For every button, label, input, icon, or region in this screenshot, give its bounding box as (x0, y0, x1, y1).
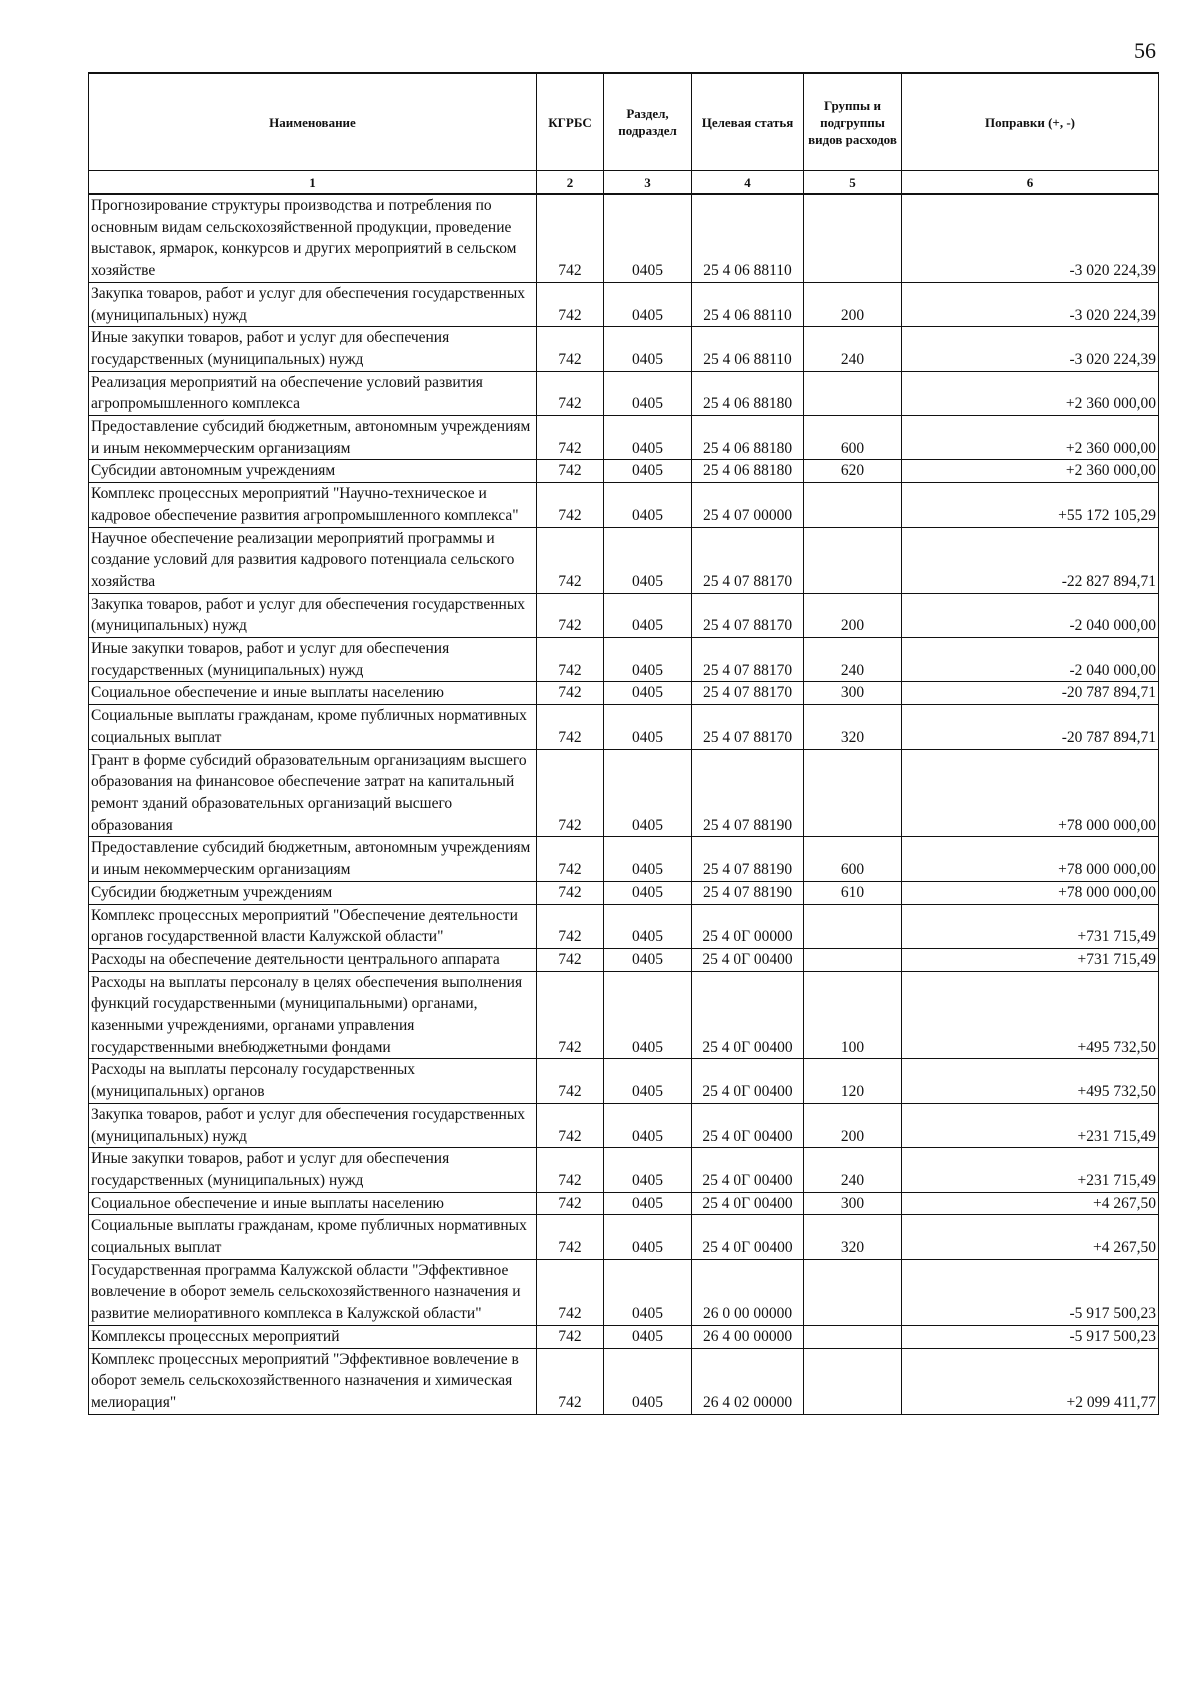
table-row (89, 705, 1159, 749)
column-number: 3 (604, 171, 692, 195)
cell-amount: +2 360 000,00 (902, 460, 1159, 483)
cell-kgrbs: 742 (537, 881, 604, 904)
cell-section: 0405 (604, 638, 692, 682)
cell-expense-group: 240 (804, 638, 902, 682)
cell-amount: +78 000 000,00 (902, 837, 1159, 881)
cell-section: 0405 (604, 1259, 692, 1325)
table-row (89, 971, 1159, 1059)
cell-name: Комплексы процессных мероприятий (89, 1325, 537, 1348)
cell-kgrbs: 742 (537, 371, 604, 415)
cell-kgrbs: 742 (537, 948, 604, 971)
cell-target-article: 25 4 06 88180 (692, 460, 804, 483)
cell-target-article: 25 4 07 88190 (692, 837, 804, 881)
table-row (89, 638, 1159, 682)
cell-section: 0405 (604, 1348, 692, 1414)
cell-target-article: 25 4 06 88110 (692, 282, 804, 326)
column-number: 2 (537, 171, 604, 195)
cell-section: 0405 (604, 1103, 692, 1147)
cell-expense-group: 240 (804, 1148, 902, 1192)
cell-kgrbs: 742 (537, 527, 604, 593)
cell-amount: +231 715,49 (902, 1103, 1159, 1147)
cell-expense-group (804, 904, 902, 948)
cell-amount: +495 732,50 (902, 1059, 1159, 1103)
header-expense-group: Группы и подгруппы видов расходов (804, 73, 902, 171)
cell-kgrbs: 742 (537, 682, 604, 705)
cell-target-article: 26 4 00 00000 (692, 1325, 804, 1348)
table-row (89, 1325, 1159, 1348)
cell-name: Научное обеспечение реализации мероприятий программы и создание условий для развития кадрового потенциала сельского хозяйства (89, 527, 537, 593)
cell-name: Субсидии бюджетным учреждениям (89, 881, 537, 904)
table-row (89, 483, 1159, 527)
cell-expense-group: 200 (804, 593, 902, 637)
cell-name: Расходы на выплаты персоналу в целях обеспечения выполнения функций государственными (муниципальными) органами, казенными учреждениями, органами управления государственными внебюджетными фондами (89, 971, 537, 1059)
table-row (89, 416, 1159, 460)
column-number: 6 (902, 171, 1159, 195)
cell-amount: +55 172 105,29 (902, 483, 1159, 527)
cell-section: 0405 (604, 881, 692, 904)
cell-section: 0405 (604, 749, 692, 837)
cell-kgrbs: 742 (537, 749, 604, 837)
table-row (89, 1059, 1159, 1103)
cell-section: 0405 (604, 371, 692, 415)
cell-expense-group: 320 (804, 1215, 902, 1259)
cell-amount: -3 020 224,39 (902, 282, 1159, 326)
table-row (89, 1103, 1159, 1147)
table-body (89, 194, 1159, 1414)
cell-expense-group: 600 (804, 837, 902, 881)
cell-kgrbs: 742 (537, 593, 604, 637)
table-row (89, 749, 1159, 837)
cell-amount: -3 020 224,39 (902, 327, 1159, 371)
header-amendments: Поправки (+, -) (902, 73, 1159, 171)
table-row (89, 371, 1159, 415)
cell-kgrbs: 742 (537, 1148, 604, 1192)
cell-name: Закупка товаров, работ и услуг для обеспечения государственных (муниципальных) нужд (89, 593, 537, 637)
cell-expense-group: 300 (804, 1192, 902, 1215)
cell-target-article: 26 4 02 00000 (692, 1348, 804, 1414)
cell-target-article: 25 4 0Г 00000 (692, 904, 804, 948)
cell-name: Иные закупки товаров, работ и услуг для обеспечения государственных (муниципальных) нужд (89, 327, 537, 371)
cell-target-article: 25 4 07 88170 (692, 638, 804, 682)
cell-kgrbs: 742 (537, 460, 604, 483)
cell-kgrbs: 742 (537, 282, 604, 326)
cell-name: Социальное обеспечение и иные выплаты населению (89, 1192, 537, 1215)
cell-name: Прогнозирование структуры производства и потребления по основным видам сельскохозяйственной продукции, проведение выставок, ярмарок, конкурсов и других мероприятий в сельском хозяйстве (89, 194, 537, 282)
cell-kgrbs: 742 (537, 483, 604, 527)
cell-name: Социальное обеспечение и иные выплаты населению (89, 682, 537, 705)
cell-expense-group: 610 (804, 881, 902, 904)
cell-expense-group: 240 (804, 327, 902, 371)
cell-amount: +4 267,50 (902, 1215, 1159, 1259)
cell-target-article: 25 4 07 88170 (692, 593, 804, 637)
cell-amount: +78 000 000,00 (902, 881, 1159, 904)
cell-name: Иные закупки товаров, работ и услуг для обеспечения государственных (муниципальных) нужд (89, 638, 537, 682)
cell-section: 0405 (604, 483, 692, 527)
cell-expense-group (804, 194, 902, 282)
cell-section: 0405 (604, 282, 692, 326)
cell-amount: -2 040 000,00 (902, 638, 1159, 682)
cell-section: 0405 (604, 682, 692, 705)
cell-section: 0405 (604, 837, 692, 881)
cell-expense-group (804, 948, 902, 971)
cell-target-article: 25 4 07 88190 (692, 881, 804, 904)
cell-kgrbs: 742 (537, 1259, 604, 1325)
cell-amount: +731 715,49 (902, 948, 1159, 971)
cell-target-article: 25 4 0Г 00400 (692, 948, 804, 971)
header-target-article: Целевая статья (692, 73, 804, 171)
header-kgrbs: КГРБС (537, 73, 604, 171)
cell-amount: -5 917 500,23 (902, 1259, 1159, 1325)
cell-expense-group: 120 (804, 1059, 902, 1103)
cell-kgrbs: 742 (537, 705, 604, 749)
cell-name: Закупка товаров, работ и услуг для обеспечения государственных (муниципальных) нужд (89, 282, 537, 326)
cell-expense-group (804, 1325, 902, 1348)
table-row (89, 1192, 1159, 1215)
cell-name: Иные закупки товаров, работ и услуг для обеспечения государственных (муниципальных) нужд (89, 1148, 537, 1192)
cell-expense-group: 320 (804, 705, 902, 749)
cell-target-article: 25 4 0Г 00400 (692, 1059, 804, 1103)
cell-target-article: 25 4 07 88170 (692, 705, 804, 749)
column-number: 1 (89, 171, 537, 195)
cell-target-article: 26 0 00 00000 (692, 1259, 804, 1325)
cell-kgrbs: 742 (537, 1192, 604, 1215)
cell-amount: -20 787 894,71 (902, 705, 1159, 749)
cell-section: 0405 (604, 1325, 692, 1348)
cell-amount: +4 267,50 (902, 1192, 1159, 1215)
cell-expense-group (804, 1259, 902, 1325)
header-name: Наименование (89, 73, 537, 171)
cell-target-article: 25 4 0Г 00400 (692, 1148, 804, 1192)
cell-name: Государственная программа Калужской области "Эффективное вовлечение в оборот земель сельскохозяйственного назначения и развитие мелиоративного комплекса в Калужской области" (89, 1259, 537, 1325)
cell-amount: +78 000 000,00 (902, 749, 1159, 837)
cell-section: 0405 (604, 460, 692, 483)
cell-expense-group (804, 483, 902, 527)
page-number: 56 (1134, 38, 1156, 63)
cell-kgrbs: 742 (537, 1348, 604, 1414)
cell-name: Комплекс процессных мероприятий "Обеспечение деятельности органов государственной власти Калужской области" (89, 904, 537, 948)
cell-name: Предоставление субсидий бюджетным, автономным учреждениям и иным некоммерческим организациям (89, 837, 537, 881)
cell-kgrbs: 742 (537, 1215, 604, 1259)
table-row (89, 1148, 1159, 1192)
cell-section: 0405 (604, 1192, 692, 1215)
cell-section: 0405 (604, 705, 692, 749)
cell-amount: +731 715,49 (902, 904, 1159, 948)
cell-target-article: 25 4 07 88170 (692, 527, 804, 593)
cell-section: 0405 (604, 971, 692, 1059)
cell-amount: +495 732,50 (902, 971, 1159, 1059)
cell-kgrbs: 742 (537, 638, 604, 682)
cell-expense-group: 200 (804, 1103, 902, 1147)
cell-kgrbs: 742 (537, 971, 604, 1059)
cell-target-article: 25 4 06 88110 (692, 327, 804, 371)
cell-name: Комплекс процессных мероприятий "Эффективное вовлечение в оборот земель сельскохозяйственного назначения и химическая мелиорация" (89, 1348, 537, 1414)
cell-kgrbs: 742 (537, 904, 604, 948)
table-row (89, 881, 1159, 904)
cell-name: Социальные выплаты гражданам, кроме публичных нормативных социальных выплат (89, 1215, 537, 1259)
cell-section: 0405 (604, 416, 692, 460)
cell-target-article: 25 4 07 00000 (692, 483, 804, 527)
cell-name: Расходы на обеспечение деятельности центрального аппарата (89, 948, 537, 971)
cell-kgrbs: 742 (537, 1325, 604, 1348)
cell-expense-group (804, 749, 902, 837)
cell-section: 0405 (604, 904, 692, 948)
cell-expense-group: 300 (804, 682, 902, 705)
cell-kgrbs: 742 (537, 327, 604, 371)
cell-amount: +2 360 000,00 (902, 416, 1159, 460)
cell-target-article: 25 4 06 88110 (692, 194, 804, 282)
cell-amount: +2 360 000,00 (902, 371, 1159, 415)
table-row (89, 837, 1159, 881)
cell-name: Реализация мероприятий на обеспечение условий развития агропромышленного комплекса (89, 371, 537, 415)
cell-section: 0405 (604, 948, 692, 971)
cell-amount: +231 715,49 (902, 1148, 1159, 1192)
header-section: Раздел, подраздел (604, 73, 692, 171)
cell-section: 0405 (604, 593, 692, 637)
cell-section: 0405 (604, 327, 692, 371)
cell-section: 0405 (604, 194, 692, 282)
cell-name: Закупка товаров, работ и услуг для обеспечения государственных (муниципальных) нужд (89, 1103, 537, 1147)
cell-target-article: 25 4 0Г 00400 (692, 1192, 804, 1215)
cell-name: Предоставление субсидий бюджетным, автономным учреждениям и иным некоммерческим организациям (89, 416, 537, 460)
cell-expense-group: 100 (804, 971, 902, 1059)
cell-expense-group: 620 (804, 460, 902, 483)
cell-amount: -22 827 894,71 (902, 527, 1159, 593)
cell-kgrbs: 742 (537, 194, 604, 282)
cell-name: Комплекс процессных мероприятий "Научно-техническое и кадровое обеспечение развития агропромышленного комплекса" (89, 483, 537, 527)
cell-kgrbs: 742 (537, 1103, 604, 1147)
table-row (89, 194, 1159, 282)
table-row (89, 1215, 1159, 1259)
cell-expense-group (804, 371, 902, 415)
cell-amount: -3 020 224,39 (902, 194, 1159, 282)
budget-amendments-table (88, 72, 1159, 1415)
cell-target-article: 25 4 07 88170 (692, 682, 804, 705)
cell-section: 0405 (604, 1215, 692, 1259)
cell-amount: -2 040 000,00 (902, 593, 1159, 637)
cell-section: 0405 (604, 1059, 692, 1103)
cell-target-article: 25 4 0Г 00400 (692, 1215, 804, 1259)
table-row (89, 527, 1159, 593)
table-row (89, 1348, 1159, 1414)
cell-section: 0405 (604, 527, 692, 593)
cell-target-article: 25 4 0Г 00400 (692, 1103, 804, 1147)
cell-name: Социальные выплаты гражданам, кроме публичных нормативных социальных выплат (89, 705, 537, 749)
table-row (89, 1259, 1159, 1325)
cell-target-article: 25 4 0Г 00400 (692, 971, 804, 1059)
cell-amount: +2 099 411,77 (902, 1348, 1159, 1414)
cell-expense-group: 200 (804, 282, 902, 326)
cell-target-article: 25 4 07 88190 (692, 749, 804, 837)
cell-expense-group (804, 1348, 902, 1414)
table-row (89, 460, 1159, 483)
table-row (89, 327, 1159, 371)
table-row (89, 682, 1159, 705)
table-row (89, 904, 1159, 948)
cell-kgrbs: 742 (537, 416, 604, 460)
cell-kgrbs: 742 (537, 1059, 604, 1103)
cell-amount: -5 917 500,23 (902, 1325, 1159, 1348)
cell-expense-group (804, 527, 902, 593)
column-number: 5 (804, 171, 902, 195)
cell-target-article: 25 4 06 88180 (692, 371, 804, 415)
table-row (89, 948, 1159, 971)
cell-kgrbs: 742 (537, 837, 604, 881)
cell-name: Субсидии автономным учреждениям (89, 460, 537, 483)
cell-expense-group: 600 (804, 416, 902, 460)
cell-amount: -20 787 894,71 (902, 682, 1159, 705)
cell-section: 0405 (604, 1148, 692, 1192)
table-row (89, 282, 1159, 326)
cell-name: Расходы на выплаты персоналу государственных (муниципальных) органов (89, 1059, 537, 1103)
column-number: 4 (692, 171, 804, 195)
cell-name: Грант в форме субсидий образовательным организациям высшего образования на финансовое обеспечение затрат на капитальный ремонт зданий образовательных организаций высшего образования (89, 749, 537, 837)
cell-target-article: 25 4 06 88180 (692, 416, 804, 460)
table-row (89, 593, 1159, 637)
